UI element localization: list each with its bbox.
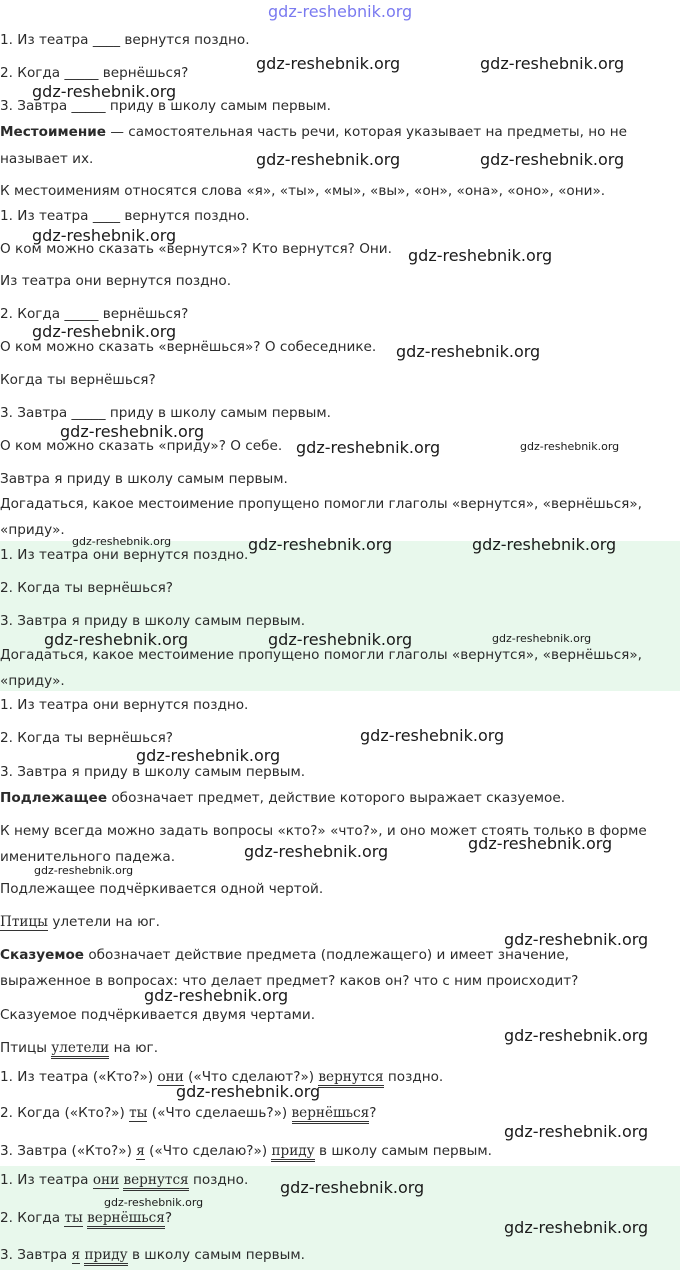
watermark: gdz-reshebnik.org — [144, 986, 289, 1005]
parsed-text: («Что сделают?») — [183, 1069, 319, 1085]
parsed-sentence-3 — [0, 1142, 680, 1160]
pronoun-definition-cont: называет их. — [0, 151, 94, 167]
analysis-conclusion: Догадаться, какое местоимение пропущено помогли глаголы «вернутся», «вернёшься», — [0, 496, 642, 512]
parsed-text: 2. Когда («Кто?») — [0, 1105, 130, 1121]
parsed-text: («Что сделаю?») — [144, 1143, 272, 1159]
analysis-conclusion-cont: «приду». — [0, 522, 65, 538]
final-text: поздно. — [188, 1172, 249, 1188]
parsed-text: ? — [369, 1105, 377, 1121]
example-subject-rest: улетели на юг. — [48, 914, 160, 930]
answer-conclusion: Догадаться, какое местоимение пропущено помогли глаголы «вернутся», «вернёшься», — [0, 647, 642, 663]
pronoun-definition-text: — самостоятельная часть речи, которая указывает на предметы, но не — [106, 124, 628, 140]
parsed-text: 1. Из театра («Кто?») — [0, 1069, 158, 1085]
pronoun-list: К местоимениям относятся слова «я», «ты», «мы», «вы», «он», «она», «оно», «они». — [0, 183, 606, 199]
parsed-text: («Что сделаешь?») — [147, 1105, 292, 1121]
final-text: ? — [164, 1210, 173, 1226]
watermark: gdz-reshebnik.org — [520, 440, 620, 453]
parsed-text: 3. Завтра («Кто?») — [0, 1143, 137, 1159]
watermark: gdz-reshebnik.org — [256, 150, 401, 169]
final-text: в школу самым первым. — [127, 1247, 305, 1263]
parsed-predicate: приду — [271, 1143, 314, 1162]
predicate-definition-text: обозначает действие предмета (подлежащего) и имеет значение, — [84, 947, 570, 963]
watermark: gdz-reshebnik.org — [44, 630, 189, 649]
answer-sentence-1: 1. Из театра они вернутся поздно. — [0, 547, 249, 563]
watermark: gdz-reshebnik.org — [72, 535, 172, 548]
predicate-definition-cont: выраженное в вопросах: что делает предмет? каков он? что с ним происходит? — [0, 973, 579, 989]
final-text: 2. Когда — [0, 1210, 65, 1226]
parsed-predicate: вернёшься — [292, 1105, 370, 1124]
task-sentence-3: 3. Завтра _____ приду в школу самым первым. — [0, 98, 331, 114]
subject-questions: К нему всегда можно задать вопросы «кто?» «что?», и оно может стоять только в форме — [0, 823, 647, 839]
watermark: gdz-reshebnik.org — [504, 1026, 649, 1045]
pronoun-term: Местоимение — [0, 124, 107, 140]
watermark: gdz-reshebnik.org — [244, 842, 389, 861]
parsed-predicate: вернутся — [318, 1069, 383, 1088]
repeat-sentence-2: 2. Когда ты вернёшься? — [0, 730, 173, 746]
analysis-question-2: О ком можно сказать «вернёшься»? О собеседнике. — [0, 339, 377, 355]
example-subject-word: Птицы — [0, 914, 48, 930]
analysis-answer-2: Когда ты вернёшься? — [0, 372, 156, 388]
predicate-underline-rule: Сказуемое подчёркивается двумя чертами. — [0, 1007, 316, 1023]
answer-sentence-2: 2. Когда ты вернёшься? — [0, 580, 173, 596]
watermark: gdz-reshebnik.org — [480, 54, 625, 73]
watermark: gdz-reshebnik.org — [268, 2, 413, 21]
watermark: gdz-reshebnik.org — [248, 535, 393, 554]
analysis-sentence-1: 1. Из театра ____ вернутся поздно. — [0, 208, 250, 224]
task-sentence-1: 1. Из театра ____ вернутся поздно. — [0, 32, 250, 48]
watermark: gdz-reshebnik.org — [104, 1196, 204, 1209]
watermark: gdz-reshebnik.org — [256, 54, 401, 73]
watermark: gdz-reshebnik.org — [280, 1178, 425, 1197]
watermark: gdz-reshebnik.org — [60, 422, 205, 441]
repeat-sentence-1: 1. Из театра они вернутся поздно. — [0, 697, 249, 713]
parsed-subject: ты — [129, 1105, 148, 1121]
parsed-subject: они — [157, 1069, 184, 1085]
final-predicate: вернёшься — [87, 1210, 165, 1229]
watermark: gdz-reshebnik.org — [396, 342, 541, 361]
watermark: gdz-reshebnik.org — [34, 864, 134, 877]
final-text: 3. Завтра — [0, 1247, 72, 1263]
watermark: gdz-reshebnik.org — [32, 322, 177, 341]
subject-questions-cont: именительного падежа. — [0, 849, 176, 865]
task-sentence-2: 2. Когда _____ вернёшься? — [0, 65, 189, 81]
watermark: gdz-reshebnik.org — [472, 535, 617, 554]
watermark: gdz-reshebnik.org — [504, 1218, 649, 1237]
final-predicate: приду — [84, 1247, 127, 1266]
watermark: gdz-reshebnik.org — [408, 246, 553, 265]
answer-conclusion-cont: «приду». — [0, 673, 65, 689]
watermark: gdz-reshebnik.org — [480, 150, 625, 169]
analysis-answer-1: Из театра они вернутся поздно. — [0, 273, 232, 289]
example-predicate-a: Птицы — [0, 1040, 52, 1056]
watermark: gdz-reshebnik.org — [504, 930, 649, 949]
subject-term: Подлежащее — [0, 790, 108, 806]
watermark: gdz-reshebnik.org — [504, 1122, 649, 1141]
watermark: gdz-reshebnik.org — [268, 630, 413, 649]
analysis-sentence-2: 2. Когда _____ вернёшься? — [0, 306, 189, 322]
final-subject: ты — [64, 1210, 83, 1226]
parsed-sentence-2 — [0, 1104, 680, 1122]
watermark: gdz-reshebnik.org — [468, 834, 613, 853]
predicate-term: Сказуемое — [0, 947, 85, 963]
watermark: gdz-reshebnik.org — [492, 632, 592, 645]
watermark: gdz-reshebnik.org — [32, 82, 177, 101]
final-predicate: вернутся — [123, 1172, 188, 1191]
watermark: gdz-reshebnik.org — [296, 438, 441, 457]
subject-definition-text: обозначает предмет, действие которого выражает сказуемое. — [107, 790, 566, 806]
analysis-answer-3: Завтра я приду в школу самым первым. — [0, 471, 288, 487]
parsed-subject: я — [136, 1143, 145, 1159]
analysis-question-1: О ком можно сказать «вернутся»? Кто вернутся? Они. — [0, 241, 392, 257]
final-subject: они — [92, 1172, 120, 1188]
parsed-text: поздно. — [383, 1069, 444, 1085]
subject-underline-rule: Подлежащее подчёркивается одной чертой. — [0, 881, 324, 897]
example-predicate-b: на юг. — [109, 1040, 159, 1056]
analysis-question-3: О ком можно сказать «приду»? О себе. — [0, 438, 283, 454]
watermark: gdz-reshebnik.org — [136, 746, 281, 765]
answer-sentence-3: 3. Завтра я приду в школу самым первым. — [0, 613, 306, 629]
final-text: 1. Из театра — [0, 1172, 93, 1188]
final-subject: я — [71, 1247, 81, 1263]
pronoun-definition — [0, 123, 680, 141]
subject-example — [0, 913, 680, 931]
analysis-sentence-3: 3. Завтра _____ приду в школу самым первым. — [0, 405, 331, 421]
subject-definition — [0, 789, 680, 807]
parsed-text: в школу самым первым. — [314, 1143, 492, 1159]
watermark: gdz-reshebnik.org — [176, 1082, 321, 1101]
parsed-sentence-1 — [0, 1068, 680, 1086]
repeat-sentence-3: 3. Завтра я приду в школу самым первым. — [0, 764, 306, 780]
watermark: gdz-reshebnik.org — [360, 726, 505, 745]
example-predicate-word: улетели — [51, 1040, 109, 1059]
watermark: gdz-reshebnik.org — [32, 226, 177, 245]
final-sentence-3 — [0, 1246, 680, 1264]
